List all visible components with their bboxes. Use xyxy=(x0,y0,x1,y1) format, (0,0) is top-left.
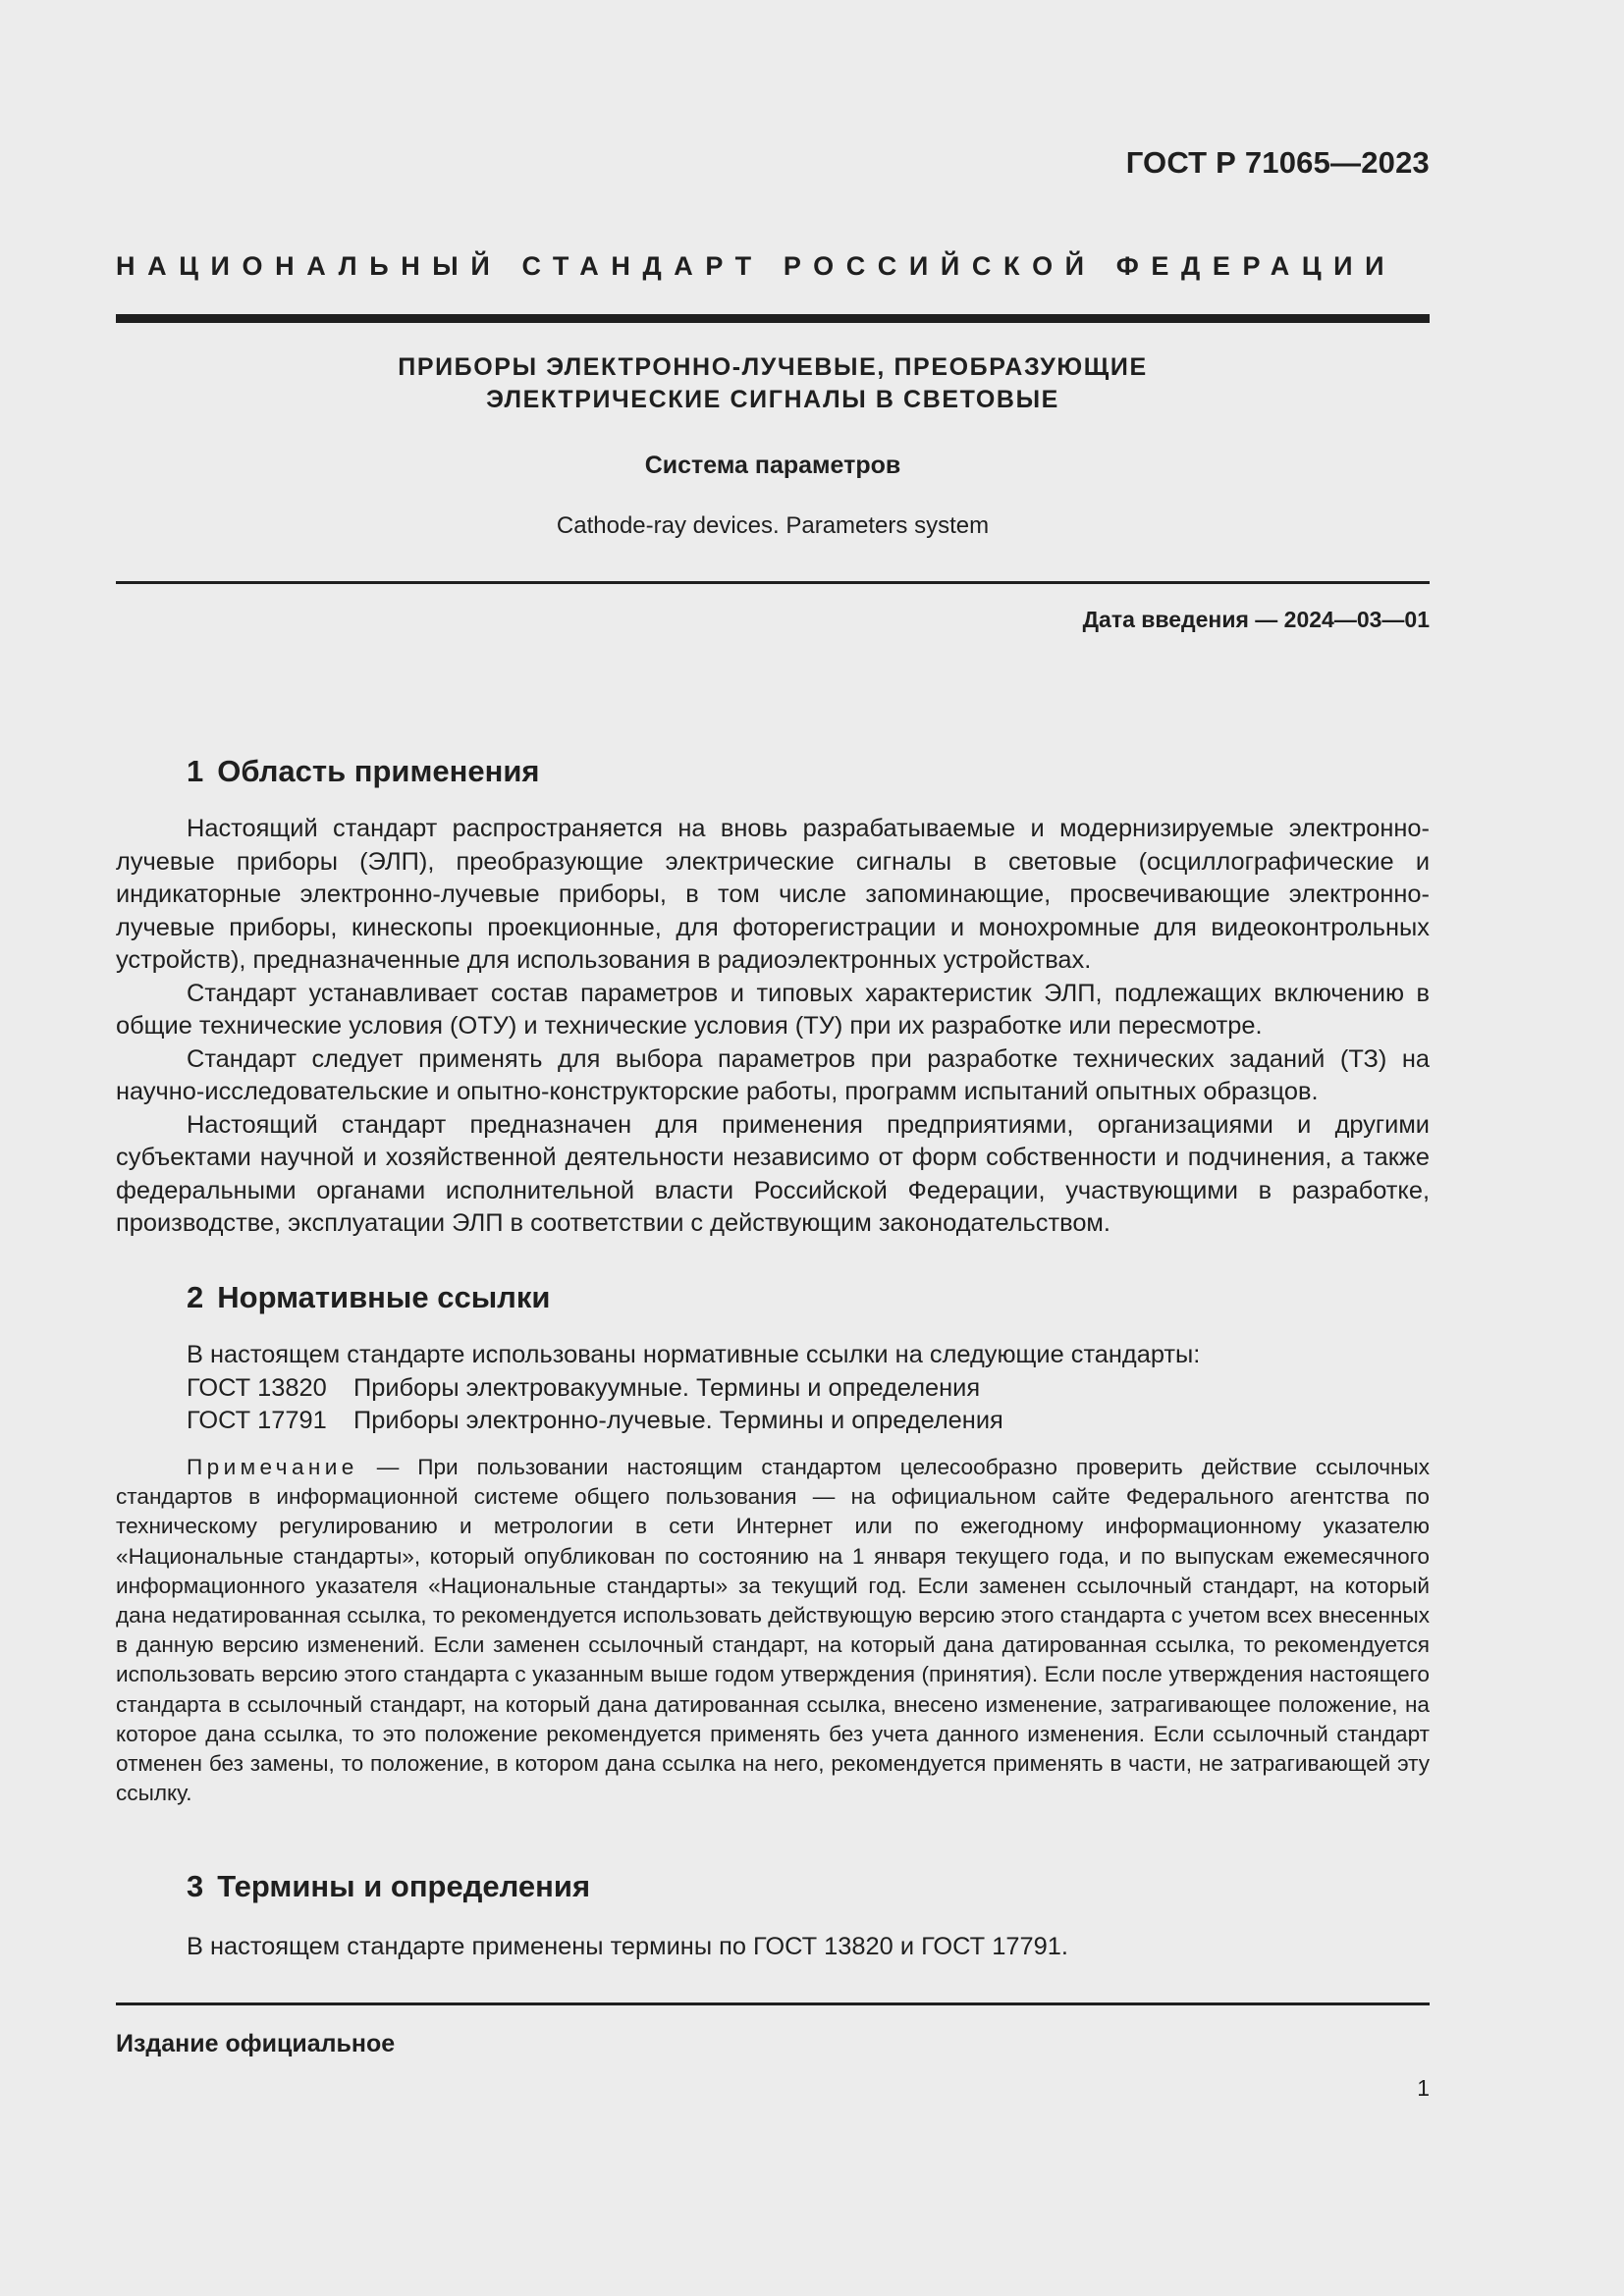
section-1-heading xyxy=(187,754,540,789)
reference-code: ГОСТ 13820 xyxy=(187,1373,327,1402)
section-title: Термины и определения xyxy=(217,1869,591,1903)
reference-item xyxy=(187,1405,1200,1438)
title-line-2: ЭЛЕКТРИЧЕСКИЕ СИГНАЛЫ В СВЕТОВЫЕ xyxy=(486,386,1059,413)
title-divider xyxy=(116,581,1430,584)
section-number: 3 xyxy=(187,1869,204,1903)
section-title: Область применения xyxy=(217,754,540,788)
reference-title: Приборы электровакуумные. Термины и определения xyxy=(353,1373,981,1402)
document-title xyxy=(116,351,1430,416)
references-intro: В настоящем стандарте использованы нормативные ссылки на следующие стандарты: xyxy=(187,1341,1201,1368)
reference-title: Приборы электронно-лучевые. Термины и определения xyxy=(353,1407,1003,1434)
paragraph: Стандарт следует применять для выбора параметров при разработке технических заданий (ТЗ) на научно-исследовательские и опытно-конструкторские работы, программ испытаний опытных образцов. xyxy=(116,1044,1430,1105)
header-divider xyxy=(116,314,1430,323)
section-title: Нормативные ссылки xyxy=(217,1280,551,1314)
introduction-date: Дата введения — 2024—03—01 xyxy=(1082,607,1430,632)
section-number: 1 xyxy=(187,754,204,788)
document-page xyxy=(116,0,1430,2296)
document-subtitle: Система параметров xyxy=(644,452,901,479)
edition-label: Издание официальное xyxy=(116,2030,396,2057)
reference-item xyxy=(187,1372,1200,1406)
reference-code: ГОСТ 17791 xyxy=(187,1407,327,1434)
page-number: 1 xyxy=(1417,2075,1430,2101)
section-1-body xyxy=(116,813,1430,1241)
section-2-body xyxy=(187,1339,1200,1438)
section-3-heading xyxy=(187,1869,590,1904)
footer-divider xyxy=(116,2002,1430,2005)
english-title: Cathode-ray devices. Parameters system xyxy=(556,512,990,539)
paragraph: Настоящий стандарт распространяется на вновь разрабатываемые и модернизируемые электронно-лучевые приборы (ЭЛП), преобразующие электрические сигналы в световые (осциллографические и индикаторные электронно-лучевые приборы, в том числе запоминающие, просвечивающие электронно-лучевые приборы, кинескопы проекционные, для фоторегистрации и монохромные для видеоконтрольных устройств), предназначенные для использования в радиоэлектронных устройствах. xyxy=(116,815,1430,974)
note-label: Примечание xyxy=(187,1455,358,1479)
references-note xyxy=(116,1453,1430,1808)
note-text: — При пользовании настоящим стандартом целесообразно проверить действие ссылочных стандартов в информационной системе общего пользования — на официальном сайте Федерального агентства по техническому регулированию и метрологии в сети Интернет или по ежегодному информационному указателю «Национальные стандарты», который опубликован по состоянию на 1 января текущего года, и по выпускам ежемесячного информационного указателя «Национальные стандарты» за текущий год. Если заменен ссылочный стандарт, на который дана недатированная ссылка, то рекомендуется использовать действующую версию этого стандарта с учетом всех внесенных в данную версию изменений. Если заменен ссылочный стандарт, на который дана датированная ссылка, то рекомендуется использовать версию этого стандарта с указанным выше годом утверждения (принятия). Если после утверждения настоящего стандарта в ссылочный стандарт, на который дана датированная ссылка, внесено изменение, затрагивающее положение, на которое дана ссылка, то это положение рекомендуется применять без учета данного изменения. Если ссылочный стандарт отменен без замены, то положение, в котором дана ссылка на него, рекомендуется применять в части, не затрагивающей эту ссылку. xyxy=(116,1455,1431,1806)
title-line-1: ПРИБОРЫ ЭЛЕКТРОННО-ЛУЧЕВЫЕ, ПРЕОБРАЗУЮЩИЕ xyxy=(398,353,1148,381)
section-3-body: В настоящем стандарте применены термины по ГОСТ 13820 и ГОСТ 17791. xyxy=(187,1933,1068,1960)
national-standard-banner: НАЦИОНАЛЬНЫЙ СТАНДАРТ РОССИЙСКОЙ ФЕДЕРАЦИИ xyxy=(116,251,1397,281)
section-2-heading xyxy=(187,1280,550,1315)
paragraph: Настоящий стандарт предназначен для применения предприятиями, организациями и другими субъектами научной и хозяйственной деятельности независимо от форм собственности и подчинения, а также федеральными органами исполнительной власти Российской Федерации, участвующими в разработке, производстве, эксплуатации ЭЛП в соответствии с действующим законодательством. xyxy=(116,1110,1430,1237)
paragraph: Стандарт устанавливает состав параметров и типовых характеристик ЭЛП, подлежащих включению в общие технические условия (ОТУ) и технические условия (ТУ) при их разработке или пересмотре. xyxy=(116,979,1430,1040)
document-number: ГОСТ Р 71065—2023 xyxy=(1125,145,1430,180)
section-number: 2 xyxy=(187,1280,204,1314)
